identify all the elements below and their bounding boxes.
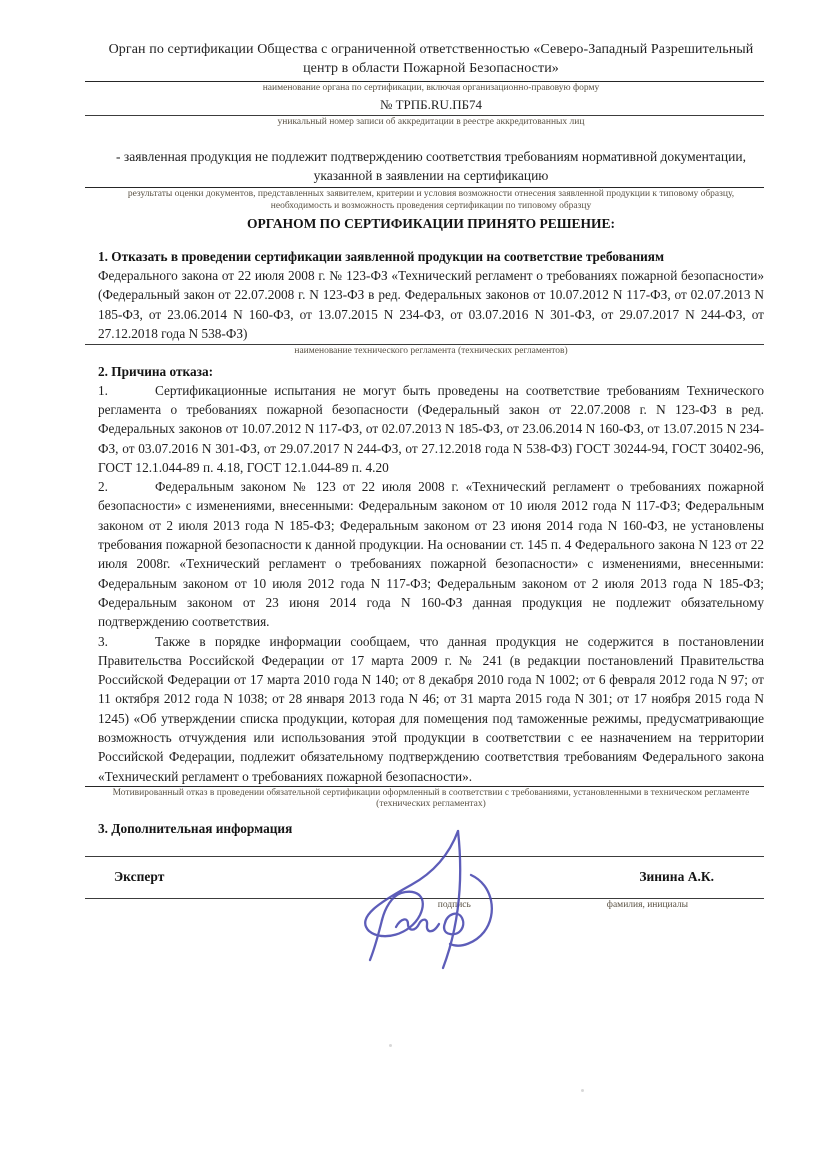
- item-number: 1.: [98, 382, 108, 398]
- name-caption: фамилия, инициалы: [606, 899, 689, 910]
- org-name-caption: наименование органа по сертификации, включая организационно-правовую форму: [262, 83, 600, 93]
- refusal-reason-item: [98, 381, 764, 477]
- section1-title: 1. Отказать в проведении сертификации заявленной продукции на соответствие требованиям: [98, 249, 665, 264]
- item-number: 2.: [98, 479, 108, 495]
- accreditation-underline: [85, 115, 764, 116]
- accreditation-number: № ТРПБ.RU.ПБ74: [379, 96, 483, 112]
- assessment-statement: - заявленная продукция не подлежит подтверждению соответствия требованиям нормативной документации, указанной в заявлении на сертификацию: [116, 149, 746, 183]
- refusal-reason-item: [98, 477, 764, 631]
- item-number: 3.: [98, 633, 108, 649]
- decision-heading: ОРГАНОМ ПО СЕРТИФИКАЦИИ ПРИНЯТО РЕШЕНИЕ:: [246, 216, 616, 231]
- section2-underline: [85, 786, 764, 787]
- scan-speck: [389, 1044, 392, 1047]
- item-text: Сертификационные испытания не могут быть проведены на соответствие требованиям Технического регламента о требованиях пожарной безопасности (Федеральный закон от 22.07.2008 г. N 123-ФЗ в ред. Федеральных законов от 10.07.2012 N 117-ФЗ, от 02.07.2013 N 185-ФЗ, от 23.06.2014 N 160-ФЗ, от 13.07.2015 N 234-ФЗ, от 03.07.2016 N 301-ФЗ, от 29.07.2017 N 244-ФЗ, от 27.12.2018 года N 538-ФЗ) ГОСТ 30244-94, ГОСТ 30402-96, ГОСТ 12.1.044-89 п. 4.18, ГОСТ 12.1.044-89 п. 4.20: [98, 382, 764, 475]
- signature-row: [98, 857, 764, 898]
- section2-caption: Мотивированный отказ в проведении обязательной сертификации оформленный в соответствии с требованиями, установленными в техническом регламенте (технических регламентах): [112, 787, 750, 810]
- statement-underline: [85, 187, 764, 188]
- signer-name: Зинина А.К.: [639, 869, 714, 885]
- statement-caption: результаты оценки документов, представленных заявителем, критерии и условия возможности отнесения заявленной продукции к типовому образцу, необходимость и возможность проведения сертификации по типовому образцу: [127, 189, 735, 211]
- section3-title: 3. Дополнительная информация: [98, 820, 293, 836]
- signer-role: Эксперт: [114, 869, 165, 885]
- scan-speck: [581, 1089, 584, 1092]
- certification-org-name: Орган по сертификации Общества с ограниченной ответственностью «Северо-Западный Разрешительный центр в области Пожарной Безопасности»: [108, 42, 754, 76]
- section1-caption: наименование технического регламента (технических регламентов): [294, 346, 568, 357]
- signature-block: [98, 856, 764, 966]
- section1-body: Федерального закона от 22 июля 2008 г. № 123-ФЗ «Технический регламент о требованиях пожарной безопасности» (Федеральный закон от 22.07.2008 г. N 123-ФЗ в ред. Федеральных законов от 10.07.2012 N 117-ФЗ, от 02.07.2013 N 185-ФЗ, от 23.06.2014 N 160-ФЗ, от 13.07.2015 N 234-ФЗ, от 03.07.2016 N 301-ФЗ, от 29.07.2017 N 244-ФЗ, от 27.12.2018 года N 538-ФЗ): [98, 268, 764, 341]
- item-text: Федеральным законом № 123 от 22 июля 2008 г. «Технический регламент о требованиях пожарной безопасности» с изменениями, внесенными: Федеральным законом от 10 июля 2012 года N 117-ФЗ; Федеральным законом от 2 июля 2013 года N 185-ФЗ; Федеральным законом от 23 июня 2014 года N 160-ФЗ, не установлены требования пожарной безопасности к данной продукции. На основании ст. 145 п. 4 Федерального закона N 123 от 22 июля 2008г. «Технический регламент о требованиях пожарной безопасности» с изменениями, внесенными: Федеральным законом от 10 июля 2012 года N 117-ФЗ; Федеральным законом от 2 июля 2013 года N 185-ФЗ; Федеральным законом от 23 июня 2014 года N 160-ФЗ данная продукция не подлежит обязательному подтверждению соответствия.: [98, 479, 764, 630]
- accreditation-caption: уникальный номер записи об аккредитации в реестре аккредитованных лиц: [277, 116, 585, 127]
- org-name-underline: [85, 81, 764, 82]
- item-text: Также в порядке информации сообщаем, что данная продукция не содержится в постановлении Правительства Российской Федерации от 17 марта 2009 г. № 241 (в редакции постановлений Правительства Российской Федерации от 17 марта 2010 года N 140; от 8 декабря 2010 года N 1002; от 6 февраля 2012 года N 97; от 11 октября 2012 года N 1038; от 28 января 2013 года N 46; от 31 марта 2015 года N 301; от 17 ноября 2015 года N 1245) «Об утверждении списка продукции, которая для помещения под таможенные режимы, предусматривающие возможность отчуждения или использования этой продукции в соответствии с ее назначением на территории Российской Федерации, подлежит обязательному подтверждению соответствия требованиям Федерального закона «Технический регламент о требованиях пожарной безопасности».: [98, 633, 764, 784]
- document-body: [98, 40, 764, 966]
- sign-caption: подпись: [437, 899, 471, 910]
- section2-title: 2. Причина отказа:: [98, 363, 214, 379]
- refusal-reason-item: [98, 632, 764, 786]
- signature-captions: [98, 899, 764, 913]
